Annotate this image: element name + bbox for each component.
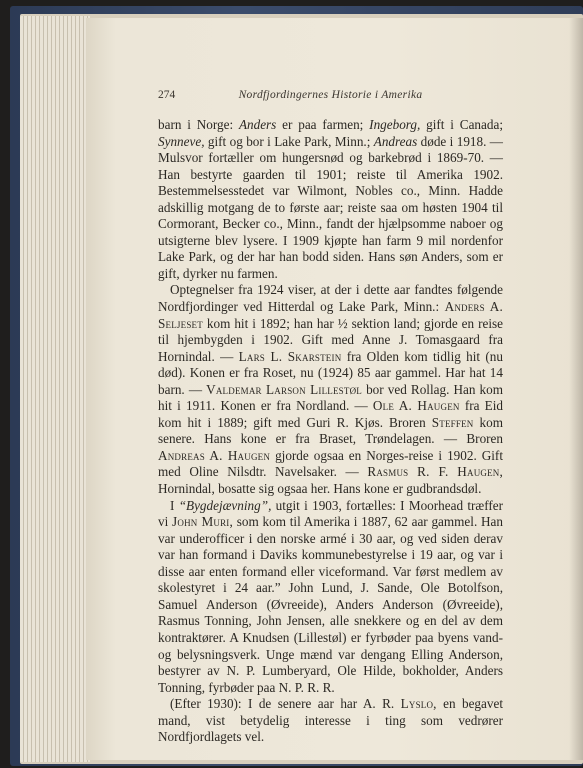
text-run: døde i 1918. — Mulsvor fortæller om hungersnød og barkebrød i 1869-70. — Han bestyrte gaarden til 1901; reiste til Amerika 1902. Bestemmelsesstedet var Wilmont, Nobles co., Minn. Hadde adskillig motgang de to første aar; reiste saa om høsten 1904 til Cormorant, Becker co., Minn., fandt der hjælpsomme naboer og utsigterne blev lysere. I 1909 kjøpte han farm 9 mil nordenfor Lake Park, og der har han bodd siden. Hans søn Anders, som er gift, dyrker nu farmen. [158,133,503,281]
page-number: 274 [158,89,176,101]
text-run: Hornindal, bosatte sig ogsaa her. Hans kone er gudbrandsdøl. [158,481,482,497]
text-run: Andreas [373,133,418,149]
text-run: som kom til Amerika i 1887, 62 aar gammel. Han var underofficer i den norske armé i 30 aar, og ved siden derav var han formand i Daviks kommunebestyrelse i 19 aar, og var i disse aar enten formand eller viceformand. Var først medlem av skolestyret i 24 aar.” John Lund, J. Sande, Ole Botolfson, Samuel Anderson (Øvreeide), Anders Anderson (Øvreeide), Rasmus Tonning, John Jensen, alle snekkere og en del av dem kontraktører. A Knudsen (Lillestøl) er fyrbøder paa byens vand- og belysningsverk. Unge mænd var dengang Elling Anderson, bestyrer av N. P. Lumberyard, Ole Hilde, bokholder, Anders Tonning, fyrbøder paa N. P. R. R. [158,514,503,695]
paragraph [158,117,503,282]
gutter-shadow [569,18,583,760]
page-header [158,89,503,105]
text-run: Ole A. Haugen [372,398,460,414]
paragraph [158,498,503,697]
text-run: fra Eid kom hit i 1889; gift med Guri R. Kjøs. Broren [158,398,503,430]
text-run: Anders A. Seljeset [158,299,504,331]
text-run: Synneve, [158,133,205,149]
text-run: utgit i 1903, fortælles: I Moorhead træffer vi [158,497,503,530]
text-run: Andreas A. Haugen [158,447,271,463]
text-run: Anders [238,117,277,132]
body-text [158,117,503,746]
text-run: Lyslo, [400,696,437,712]
text-run: “Bygdejævning”, [178,497,272,513]
text-run: I [170,497,179,513]
text-run: Ingeborg, [369,117,421,132]
text-run: en begavet mand, vist betydelig interesse i ting som vedrører Nordfjordlagets vel. [158,696,503,745]
text-run: gjorde ogsaa en Norges-reise i 1902. Gift med Oline Nilsdtr. Navelsaker. — [158,447,503,480]
running-title: Nordfjordingernes Historie i Amerika [238,89,423,101]
text-run: Optegnelser fra 1924 viser, at der i dette aar fandtes følgende Nordfjordinger ved Hitterdal og Lake Park, Minn.: [158,282,503,315]
text-run: gift og bor i Lake Park, Minn.; [204,133,374,149]
paragraph [158,696,503,746]
text-run: kom senere. Hans kone er fra Braset, Trøndelagen. — Broren [158,414,504,447]
text-run: fra Olden kom tidlig hit (nu død). Konen er fra Roset, nu (1924) 85 aar gammel. Har hat 14 barn. — [158,348,503,397]
book-page [86,18,583,760]
text-run: (Efter 1930): I de senere aar har A. R. [170,696,401,712]
text-run: er paa farmen; [276,117,370,132]
text-run: Rasmus R. F. Haugen, [367,464,503,480]
paragraph [158,282,503,497]
text-run: Valdemar Larson Lillestøl [206,381,362,397]
text-run: bor ved Rollag. Han kom hit i 1911. Konen er fra Nordland. — [158,381,503,414]
text-run: Lars L. Skarstein [238,348,342,364]
text-run: kom hit i 1892; han har ½ sektion land; gjorde en reise til hjembygden i 1902. Gift med Anne J. Tomasgaard fra Hornindal. — [158,315,503,364]
text-run: barn i Norge: [158,117,239,132]
text-run: John Muri, [172,514,233,530]
page-edges [20,16,90,762]
text-run: Steffen [431,414,474,430]
text-run: gift i Canada; [420,117,503,132]
